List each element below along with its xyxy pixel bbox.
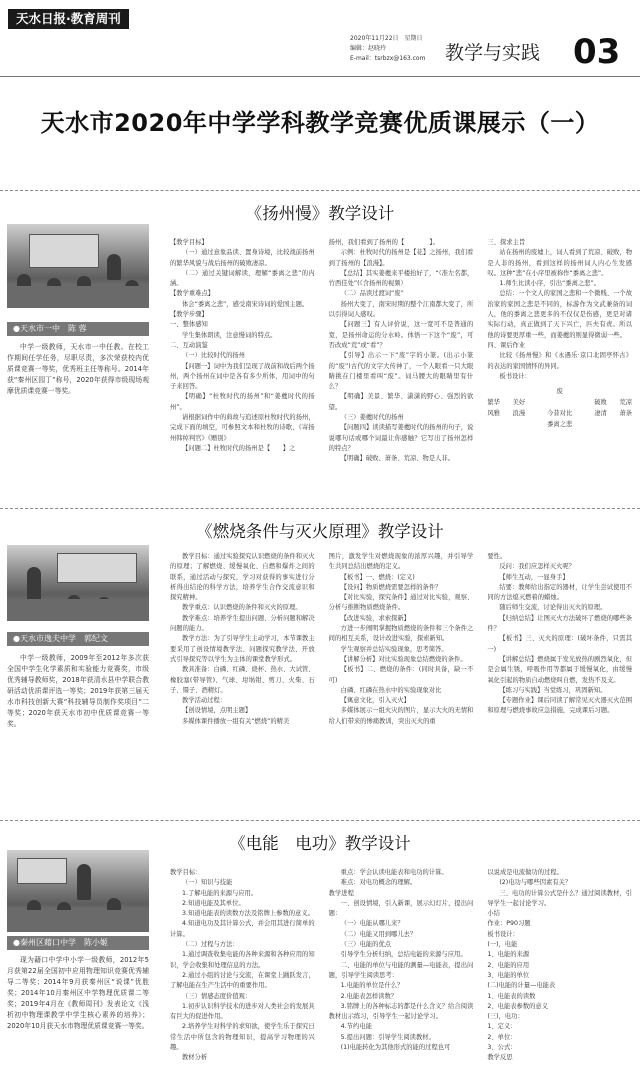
teacher-photo xyxy=(7,850,149,932)
masthead xyxy=(0,0,640,82)
author-caption: ●秦州区藉口中学 陈小姬 xyxy=(7,936,149,950)
article-body xyxy=(170,552,632,816)
author-bio: 中学一级教师，天水市一中任教。在校工作期间任学任务，尽职尽责，多次荣获校内优质课竞赛一等奖，优秀班主任等称号。2014年获“秦州区园丁”称号，2020年获得市级现场观摩优质课竞赛一等奖。 xyxy=(7,343,149,395)
issue-meta xyxy=(350,34,425,64)
newspaper-brand: 天水日报·教育周刊 xyxy=(8,9,129,29)
article-column: 重点：学会认读电能表和电功的计算。 难点：对电功概念的理解。 教学进程 一、创设情境，引入新课，展示幻灯片，提出问题： （一）电能从哪儿来？ （二）电能又用到哪儿去？ （三）电能的优点 引导学生分析归纳，总结电能的来源与应用。 二、电能的单位与电能的测量—电能表，提出问题，引导学生阅读思考： 1.电能的单位是什么？ 2.电能表怎样读数？ 3.铭牌上的各种标志的都是什么含义？给合阅读教材出示练习，引导学生一起讨论学习。 4.节约电能 5.提出问题：引导学生阅读教材。 (1)电能转化为其他形式的能的过程也可 xyxy=(328,869,474,1052)
author-bio: 现为藉口中学中小学一级教师，2012年5月获第22届全国初中应用物理知识竞赛优秀辅导二等奖；2014年9月获秦州区“说课”优胜奖；2014年10月秦州区中学物理优质课二等奖；2019年4月在《教师周刊》发表论文《浅析初中物理课教学中学生核心素养的培养》；2020年10月获天水市物理优质课竞赛一等奖。 xyxy=(7,956,149,1030)
article-column: 要性。 反问：我们应怎样灭火呢？ 【师生互动，一显身手】 结要：教师给出指定的器材，让学生尝试使用不同的方法熄灭燃着的蜡烛。 随后师生交流，讨论得出灭火的原理。 【归纳总结】让图灭火方法破坏了燃烧的哪些条件？ 【板书】三、灭火的原理：(破坏条件，只需其一) 【讲解总结】燃烧属于发光放热的剧烈氧化，但是会属生锈，呼吸作用等都属于缓慢氧化，由缓慢氧化引起的物质自动燃烧叫自燃，发热不及支。 【练习与实践】当堂练习，巩固新知。 【专题作业】课后同读了解常见灭火器灭火范围和原理与燃烧事故应急措施，完成课后习题。 xyxy=(487,553,633,715)
article-title: 《燃烧条件与灭火原理》教学设计 xyxy=(196,522,444,541)
top-divider xyxy=(0,76,640,77)
page-number: 03 xyxy=(573,32,621,72)
article-column: 教学目标： （一）知识与技能 1.了解电能的来源与应用。 2.知道电能及其单位。 3.知道电能表的读数方法及铭牌上参数的意义。 4.知道电功及其计算公式，并会用其进行简单的计算。 （二）过程与方法： 1.通过调查收集电能的各种来源和各种应用的知识，学会收集和处理信息的方法。 2.通过小组的讨论与交流，在课堂上踊跃发言，了解电能在生产生活中的重要作用。 （三）情感态度价值观： 1.初步认识科学技术的进步对人类社会的发展具有巨大的促进作用。 2.培养学生对科学的求知欲，使学生乐于探究日常生活中所包含的物理知识，提高学习物理的兴趣。 教材分析 xyxy=(170,869,315,1062)
page-headline: 天水市2020年中学学科教学竞赛优质课展示（一） xyxy=(40,109,600,137)
board-design: 废 繁华 美好 破败 荒凉 风雅 浪漫 今昔对比 凄清 萧条 黍离之悲 xyxy=(487,388,633,429)
author-caption: ●天水市一中 陈 蓉 xyxy=(7,322,149,336)
teacher-photo xyxy=(7,545,149,621)
article-body xyxy=(170,868,632,1080)
article-column: 三、探求主旨 站在扬州的废墟上，词人看到了荒凉、破败，物是人非的扬州，看到这样的扬州词人内心生发感叹。这种“悲”在小序里被称作“黍离之悲”。 1.师生比读小序，引出“黍离之悲”。 总结：一个文人的家国之悲和一个微贱、一个故治家的家国之悲是不同的，标游作为文武兼备的词人，他的黍离之悲更多的不仅仅是伤感，更是对诸实际行动，真正做到了天下兴亡，匹夫有责。所以他的诗要更厚重一些，而姜夔的则显得微弱一些。 四、课后作业 比较《扬州慢》和《永遇乐·京口北固亭怀古》的表达的家国情怀的异同。 板书设计： 废 繁华 美好 破败 荒凉 风雅 浪漫 今昔对比 凄清 萧条 黍离之悲 xyxy=(487,239,633,429)
author-caption: ●天水市逸夫中学 郭纪文 xyxy=(7,632,149,646)
email-line: E-mail：tsrbzx@163.com xyxy=(350,55,426,62)
editor-line: 编辑：赵晓玲 xyxy=(350,45,387,52)
author-bio: 中学一级教师，2009年至2012年多次获全国中学生化学素质和实验能力竞赛奖，市级优秀辅导教师奖，2018年获清水县中学联合教研活动优质课评选一等奖；2019年获第三届天水市科技创新大赛“科技辅导员制作奖项目”二等奖；2020年获天水市初中优质课竞赛一等奖。 xyxy=(7,654,149,728)
section-name: 教学与实践 xyxy=(445,42,541,64)
article-column: 【教学目标】 （一）通过意象品读、置身诗境，比较战前扬州的繁华风貌与战后扬州的破败凄凉。 （二）通过关键词解读，理解“黍离之悲”的内涵。 【教学重难点】 体会“黍离之悲”，感受南宋诗词的爱国主题。 【教学步骤】 一、整体感知 学生集体朗读，注意慢词的特点。 二、互动演鉴 （一）比较时代的扬州 【问题一】词中为我们呈现了战前和战后两个扬州，两个扬州在词中是各有多少所体，用词中的句子来回答。 【明确】“杜牧时代的扬州”和“姜夔时代的扬州”。 请根据词作中的典故与追述原杜牧时代的扬州，完成下面的填空，可参照文本和杜牧的诗歌，《寄扬州韩绰判官》《赠别》 【问题二】杜牧时代的扬州是【 】之 xyxy=(170,239,315,452)
article-title: 《扬州慢》教学设计 xyxy=(245,204,395,223)
article-column: 以说成是电流做功的过程。 (2)电功与哪些因素有关？ 三、电功的计算公式是什么？通过阅读教材，引导学生一起讨论学习。 小结 作业：P90习题 板书设计： (一)，电能 1、电能的来源 2、电能的应用 3、电能的单位 (二)电能的计量—电能表 1、电能表的读数 2、电能表参数的意义 (三)，电功： 1、定义： 2、单位： 3、公式： 教学反思 xyxy=(487,869,633,1062)
article-column: 教学目标：通过实验探究认识燃烧的条件和灭火的原理；了解燃烧、缓慢氧化、自燃和爆炸之间的联系，通过活动与探究，学习对获得的事实进行分析得出结论的科学方法，培养学生合作交流意识和探究精神。 教学重点：认识燃烧的条件和灭火的原理。 教学难点：培养学生提出问题、分析问题和解决问题的能力。 教学方法：为了引导学生主动学习，本节课教主要采用了创设情境教学法、问题探究教学法、开放式引导探究等以学生为主体的课堂教学形式。 教具准备：白磷、红磷、烧杯、热水、大试管、橡胶塞(带导管)、气球、坩埚钳、剪刀、火柴、石子、镊子、酒精灯。 教学活动过程： 【创设情境，点明主题】 多媒体课件播放一组有关“燃烧”的精美 xyxy=(170,553,315,725)
article-title: 《电能 电功》教学设计 xyxy=(229,834,411,853)
date-line: 2020年11月22日 星期日 xyxy=(350,35,423,42)
divider xyxy=(0,508,640,509)
article-column: 图片，激发学生对燃烧现象的浓厚兴趣，并引导学生共同总结出燃烧的定义。 【板书】一、燃烧：(定义) 【设问】物质燃烧需要怎样的条件？ 【对比实验，探究条件】通过对比实验，观察、分析与推断物质燃烧条件。 【改进实验，求索探新】 方进一步阐明掌握物质燃烧的条件和三个条件之间的相互关系，设计改进实验，探索新知。 学生观察并总结实验现象，思考简答。 【讲解分析】对比实验现象总结燃烧的条件。 【板书】二、燃烧的条件：(同时具备，缺一不可) 白磷、红磷在热水中的实验现象对比 【寓意文化，引入灭火】 多媒体展示一组火灾的图片，显示大火的无情和给人们带来的惨痛教训，突出灭火的重 xyxy=(328,553,474,725)
article-body xyxy=(170,238,632,500)
divider xyxy=(0,820,640,821)
teacher-photo xyxy=(7,224,149,308)
article-column: 扬州，我们看到了扬州的【 】。 示例：杜牧时代的扬州是【花】之扬州，我们看到了扬州的【浪漫】。 【总结】其实姜夔来平楼抬好了，“（准左名都，竹西佳处”(《含扬州的视频） （二）品读过渡词“废” 扬州大变了，南宋时期的整个江南都大变了，所以引得词人感叹。 【问题三】有人评价说，这一宽可不是普通的宽，是扬州命运的分水岭。体悟一下这个“废”，可否改成“荒”或“看”？ 【引导】出示一下“废”字的小篆。(出示小篆的“废”)古代的文字大传神了，一个人眼看一只大眼睛挑在门楼里看叫“废”。词马腰大的眼睛里有什么？ 【明确】美景、繁华、潇潇的野心、强烈的欲望。 （三）姜夔时代的扬州 【问题四】读读描写姜夔时代的扬州的句子，说说哪句话或哪个词最让你感触？它写出了扬州怎样的特点？ 【明确】破败、萧条、荒凉、物是人非。 xyxy=(328,239,474,463)
divider xyxy=(0,190,640,191)
